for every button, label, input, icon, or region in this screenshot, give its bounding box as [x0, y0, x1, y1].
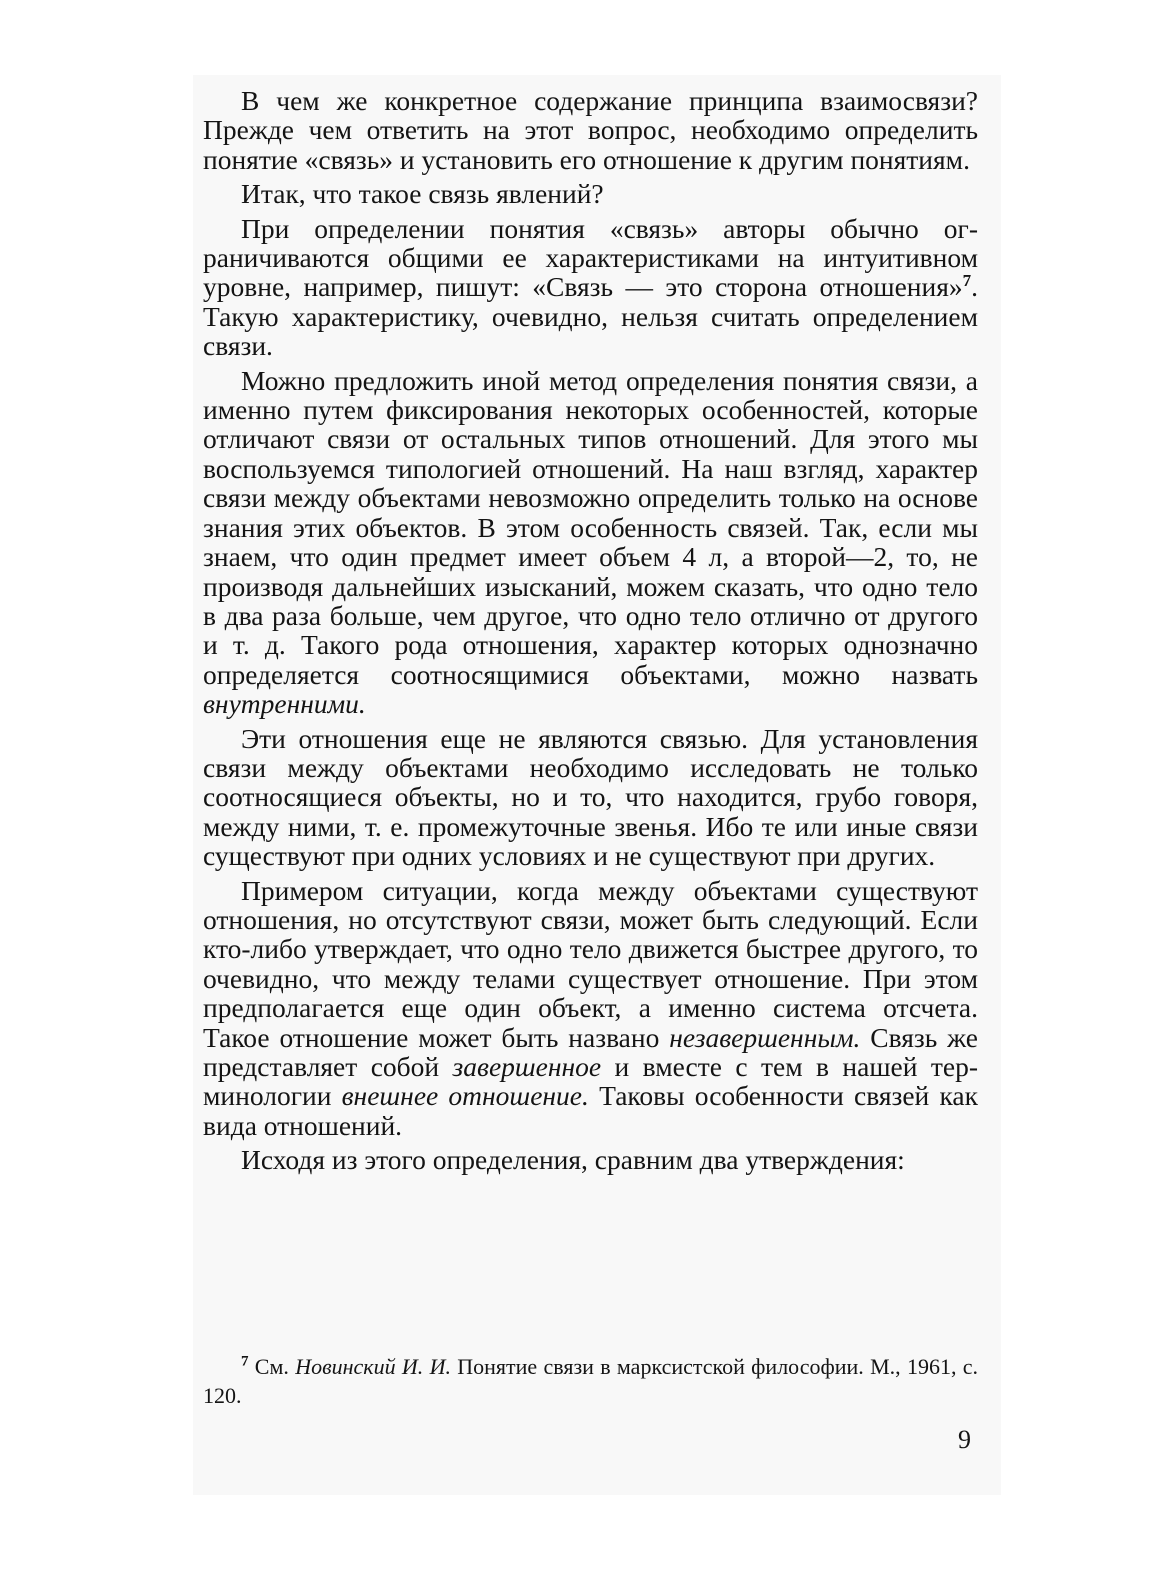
emphasis-term: завершенное — [452, 1051, 602, 1082]
paragraph-2 — [203, 179, 978, 208]
paragraph-text: Эти отношения еще не являются связью. Для установления связи между объектами необходимо исследовать не только соотносящиеся объекты, но и то, что находится, грубо говоря, между ними, т. е. промежуточные звенья. Ибо те или иные связи существуют при одних условиях и не существуют при других. — [203, 722, 978, 872]
paragraph-7 — [203, 1145, 978, 1174]
emphasis-term: незавершенным. — [669, 1021, 861, 1053]
emphasis-term: внешнее отношение. — [341, 1080, 589, 1112]
footnote-marker: 7 — [241, 1353, 249, 1370]
paragraph-text: При определении понятия «связь» авторы обычно ограничиваются общими ее характеристиками на интуитивном уровне, например, пишут: «Связь — это сторона отношения» — [203, 212, 978, 303]
footnote-reference: 7 — [962, 271, 972, 291]
paragraph-text: Можно предложить иной метод определения понятия связи, а именно путем фиксирования некоторых особенностей, которые отличают связи от остальных типов отношений. Для этого мы воспользуемся типологией отношений. На наш взгляд, характер связи между объектами невозможно определить только на основе знания этих объектов. В этом особенность связей. Так, если мы знаем, что один предмет имеет объем 4 л, а второй—2, то, не производя дальнейших изысканий, можем сказать, что одно тело в два раза больше, чем другое, что одно тело отлично от другого и т. д. Такого рода отношения, характер которых однозначно определяется соотносящимися объектами, можно назвать — [203, 364, 978, 690]
paragraph-4 — [203, 366, 978, 719]
paragraph-text: Примером ситуации, когда между объектами существуют отношения, но отсутствуют связи, может быть следующий. Если кто-либо утверждает, что одно тело движется быстрее другого, то очевидно, что между телами существует отношение. При этом предполагается еще один объект, а именно система отсчета. Такое отношение может быть названо — [203, 874, 978, 1053]
paragraph-1 — [203, 86, 978, 174]
paragraph-text: Исходя из этого определения, сравним два утверждения: — [241, 1144, 905, 1176]
main-text — [203, 86, 978, 1175]
paragraph-text: Таковы особенности связей как вида отношений. — [203, 1080, 978, 1141]
paragraph-5 — [203, 724, 978, 871]
paragraph-3 — [203, 214, 978, 361]
footnote-author: Новинский И. И. — [295, 1354, 451, 1379]
footnote — [203, 1352, 978, 1410]
emphasis-term: внутренними. — [203, 688, 366, 720]
paragraph-text: Итак, что такое связь явлений? — [241, 178, 604, 210]
paragraph-text: . Такую характеристику, очевидно, нельзя считать определением связи. — [203, 271, 978, 362]
paragraph-text: и вместе с тем в нашей терминологии — [203, 1051, 979, 1112]
paragraph-text: Связь же представляет собой — [203, 1021, 978, 1082]
footnote-prefix: См. — [248, 1354, 296, 1379]
footnote-text: Понятие связи в марксистской философии. М., 1961, с. 120. — [203, 1354, 978, 1408]
paragraph-6 — [203, 876, 978, 1141]
paragraph-text: В чем же конкретное содержание принципа взаимосвязи? Прежде чем ответить на этот вопрос, необходимо определить понятие «связь» и установить его отношение к другим понятиям. — [203, 85, 978, 175]
page-number: 9 — [958, 1425, 971, 1454]
